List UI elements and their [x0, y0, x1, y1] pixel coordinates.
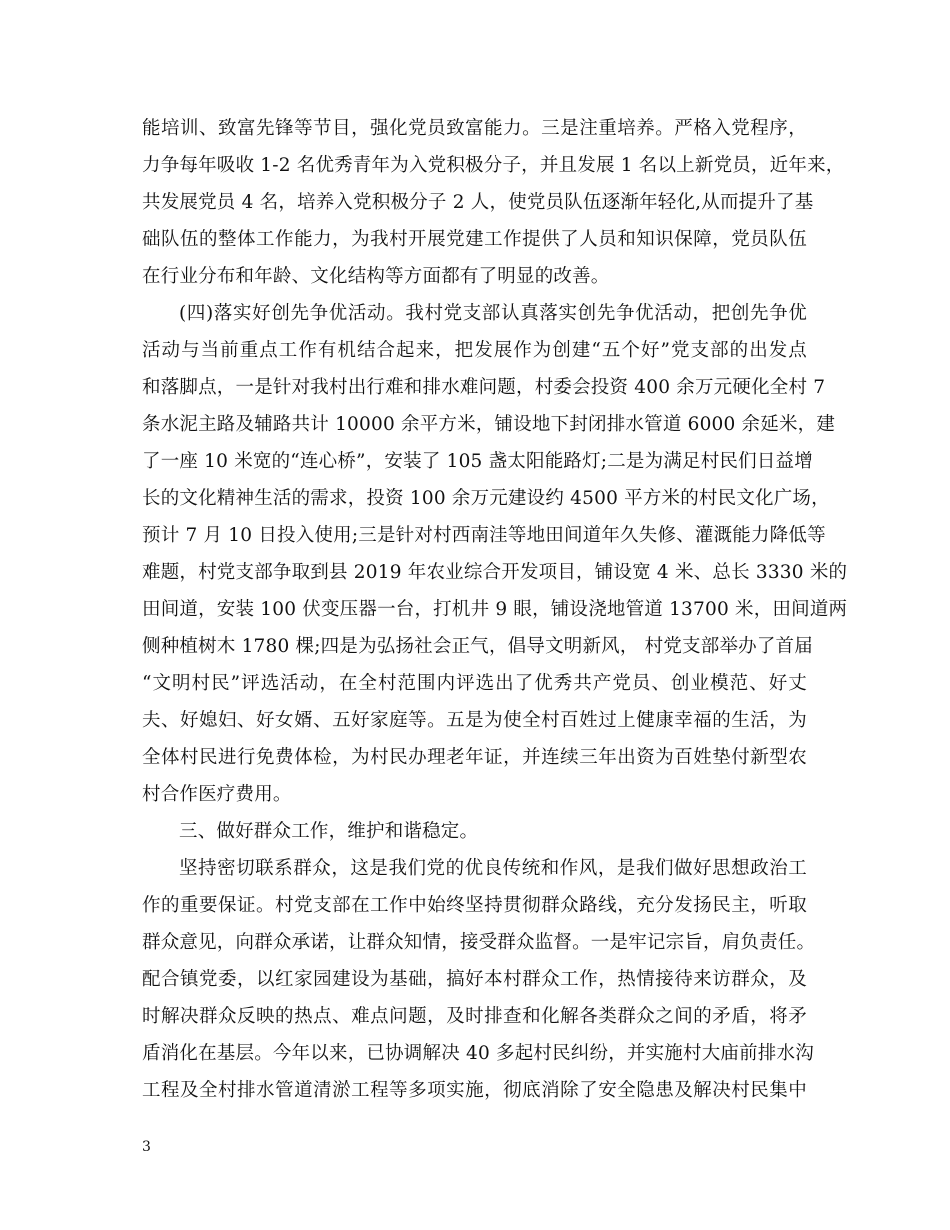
page-number: 3	[142, 1139, 151, 1155]
text-line: 能培训、致富先锋等节目，强化党员致富能力。三是注重培养。严格入党程序，	[142, 118, 807, 139]
text-line: 夫、好媳妇、好女婿、五好家庭等。五是为使全村百姓过上健康幸福的生活，为	[142, 710, 807, 731]
text-line: 坚持密切联系群众，这是我们党的优良传统和作风，是我们做好思想政治工	[179, 858, 807, 879]
text-line: 预计 7 月 10 日投入使用;三是针对村西南洼等地田间道年久失修、灌溉能力降低等	[142, 525, 826, 546]
text-line: 难题，村党支部争取到县 2019 年农业综合开发项目，铺设宽 4 米、总长 3330 米的	[142, 562, 848, 583]
text-line: 侧种植树木 1780 棵;四是为弘扬社会正气，倡导文明新风， 村党支部举办了首届	[142, 636, 813, 657]
text-line: 作的重要保证。村党支部在工作中始终坚持贯彻群众路线，充分发扬民主，听取	[142, 895, 807, 916]
text-line: 全体村民进行免费体检，为村民办理老年证，并连续三年出资为百姓垫付新型农	[142, 747, 807, 768]
text-line: (四)落实好创先争优活动。我村党支部认真落实创先争优活动，把创先争优	[179, 303, 807, 324]
text-line: 活动与当前重点工作有机结合起来，把发展作为创建“五个好”党支部的出发点	[142, 340, 807, 361]
text-line: 础队伍的整体工作能力，为我村开展党建工作提供了人员和知识保障，党员队伍	[142, 229, 807, 250]
text-line: “文明村民”评选活动，在全村范围内评选出了优秀共产党员、创业模范、好丈	[142, 673, 807, 694]
text-line: 条水泥主路及辅路共计 10000 余平方米，铺设地下封闭排水管道 6000 余延米，建	[142, 414, 836, 435]
text-line: 田间道，安装 100 伏变压器一台，打机井 9 眼，铺设浇地管道 13700 米，田间道两	[142, 599, 848, 620]
section-heading	[142, 813, 807, 850]
text-line: 共发展党员 4 名，培养入党积极分子 2 人，使党员队伍逐渐年轻化,从而提升了基	[142, 192, 814, 213]
text-line: 工程及全村排水管道清淤工程等多项实施，彻底消除了安全隐患及解决村民集中	[142, 1080, 807, 1101]
text-line: 力争每年吸收 1-2 名优秀青年为入党积极分子，并且发展 1 名以上新党员，近年来，	[142, 155, 845, 176]
text-line: 时解决群众反映的热点、难点问题，及时排查和化解各类群众之间的矛盾，将矛	[142, 1006, 807, 1027]
text-line: 在行业分布和年龄、文化结构等方面都有了明显的改善。	[142, 266, 610, 287]
text-line: 了一座 10 米宽的“连心桥”，安装了 105 盏太阳能路灯;二是为满足村民们日益增	[142, 451, 813, 472]
text-line: 群众意见，向群众承诺，让群众知情，接受群众监督。一是牢记宗旨，肩负责任。	[142, 932, 816, 953]
paragraph-mass-work	[142, 850, 816, 1109]
text-line: 村合作医疗费用。	[142, 784, 292, 805]
text-line: 盾消化在基层。今年以来，已协调解决 40 多起村民纠纷，并实施村大庙前排水沟	[142, 1043, 814, 1064]
paragraph-excellence-activities	[142, 295, 848, 813]
text-line: 长的文化精神生活的需求，投资 100 余万元建设约 4500 平方米的村民文化广场，	[142, 488, 830, 509]
body-text	[142, 110, 848, 1109]
text-line: 三、做好群众工作，维护和谐稳定。	[179, 821, 479, 842]
text-line: 配合镇党委，以红家园建设为基础，搞好本村群众工作，热情接待来访群众，及	[142, 969, 807, 990]
paragraph-party-training	[142, 110, 845, 295]
text-line: 和落脚点，一是针对我村出行难和排水难问题，村委会投资 400 余万元硬化全村 7	[142, 377, 826, 398]
